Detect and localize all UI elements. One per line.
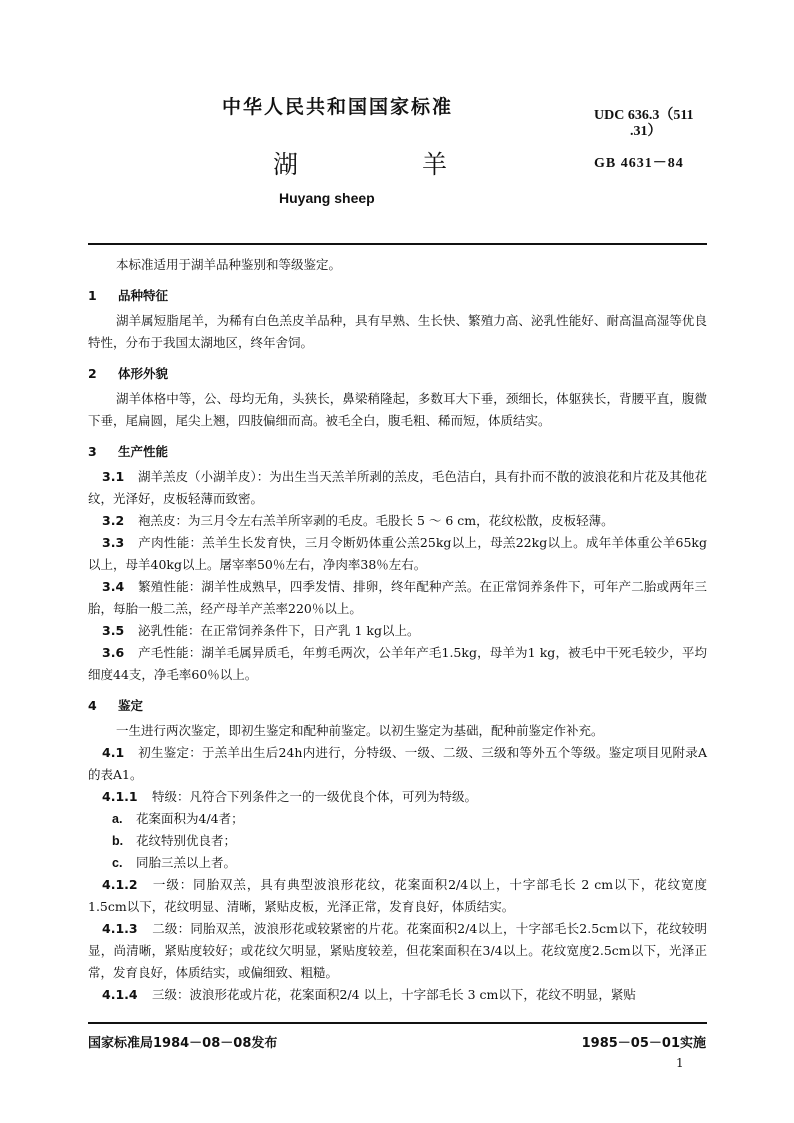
issue-date: 国家标准局1984－08－08发布 <box>88 1036 278 1051</box>
section-number: 2 <box>88 366 97 381</box>
clause-number: 3.5 <box>102 623 125 638</box>
section-heading-1 <box>88 285 707 307</box>
list-text: 花纹特别优良者； <box>136 833 237 848</box>
udc-code-line1: UDC 636.3（511 <box>594 108 694 123</box>
clause-4-1-4 <box>88 984 707 1006</box>
clause-number: 4.1.1 <box>102 789 138 804</box>
clause-3-5 <box>88 620 707 642</box>
clause-number: 3.2 <box>102 513 125 528</box>
clause-text: 泌乳性能：在正常饲养条件下，日产乳 1 kg以上。 <box>138 623 420 638</box>
udc-code <box>594 108 694 140</box>
clause-4-1-2 <box>88 874 707 918</box>
clause-text: 初生鉴定：于羔羊出生后24h内进行，分特级、一级、二级、三级和等外五个等级。鉴定项目见附录A的表A1。 <box>88 745 707 782</box>
clause-text: 二级：同胎双羔，波浪形花或较紧密的片花。花案面积2/4以上，十字部毛长2.5cm以下，花纹较明显，尚清晰，紧贴度较好；或花纹欠明显，紧贴度较差，但花案面积在3/4以上。花纹宽度2.5cm以下，光泽正常，发育良好，体质结实，或偏细致、粗糙。 <box>88 921 707 980</box>
clause-number: 4.1.3 <box>102 921 138 936</box>
english-title: Huyang sheep <box>279 190 375 206</box>
udc-code-line2: .31） <box>630 124 662 139</box>
gb-standard-code: GB 4631－84 <box>594 156 684 171</box>
clause-number: 4.1 <box>102 745 125 760</box>
clause-number: 3.4 <box>102 579 125 594</box>
document-body <box>88 254 707 1006</box>
issuing-organization: 中华人民共和国国家标准 <box>222 96 454 118</box>
list-marker: a. <box>112 812 123 826</box>
section-number: 3 <box>88 444 97 459</box>
page-number: 1 <box>676 1056 684 1070</box>
section-heading-3 <box>88 441 707 463</box>
section-2-paragraph: 湖羊体格中等，公、母均无角，头狭长，鼻梁稍隆起，多数耳大下垂，颈细长，体躯狭长，背腰平直，腹微下垂，尾扁圆，尾尖上翘，四肢偏细而高。被毛全白，腹毛粗、稀而短，体质结实。 <box>88 391 707 428</box>
list-text: 花案面积为4/4者； <box>136 811 244 826</box>
clause-number: 3.1 <box>102 469 125 484</box>
list-item-a <box>88 808 707 830</box>
section-4-paragraph: 一生进行两次鉴定，即初生鉴定和配种前鉴定。以初生鉴定为基础，配种前鉴定作补充。 <box>116 723 604 738</box>
clause-3-4 <box>88 576 707 620</box>
clause-text: 袍羔皮：为三月令左右羔羊所宰剥的毛皮。毛股长 5 ～ 6 cm，花纹松散，皮板轻薄。 <box>138 513 614 528</box>
clause-text: 产毛性能：湖羊毛属异质毛，年剪毛两次，公羊年产毛1.5kg，母羊为1 kg，被毛中干死毛较少，平均细度44支，净毛率60％以上。 <box>88 645 707 682</box>
clause-4-1 <box>88 742 707 786</box>
clause-text: 繁殖性能：湖羊性成熟早，四季发情、排卵，终年配种产羔。在正常饲养条件下，可年产二胎或两年三胎，每胎一般二羔，经产母羊产羔率220％以上。 <box>88 579 707 616</box>
footer-divider <box>88 1022 707 1024</box>
clause-text: 产肉性能：羔羊生长发育快，三月令断奶体重公羔25kg以上，母羔22kg以上。成年羊体重公羊65kg以上，母羊40kg以上。屠宰率50％左右，净肉率38％左右。 <box>88 535 707 572</box>
section-title: 品种特征 <box>118 288 169 303</box>
effective-date: 1985－05－01实施 <box>581 1036 706 1051</box>
clause-3-6 <box>88 642 707 686</box>
header-divider <box>88 243 707 245</box>
section-title: 生产性能 <box>118 444 169 459</box>
clause-3-3 <box>88 532 707 576</box>
clause-3-2 <box>88 510 707 532</box>
clause-text: 特级：凡符合下列条件之一的一级优良个体，可列为特级。 <box>152 789 478 804</box>
intro-paragraph: 本标准适用于湖羊品种鉴别和等级鉴定。 <box>116 257 342 272</box>
section-title: 鉴定 <box>118 698 144 713</box>
section-1-paragraph: 湖羊属短脂尾羊，为稀有白色羔皮羊品种，具有早熟、生长快、繁殖力高、泌乳性能好、耐高温高湿等优良特性，分布于我国太湖地区，终年舍饲。 <box>88 313 707 350</box>
list-item-b <box>88 830 707 852</box>
list-marker: b. <box>112 834 124 848</box>
list-marker: c. <box>112 856 123 870</box>
list-item-c <box>88 852 707 874</box>
clause-4-1-3 <box>88 918 707 984</box>
clause-number: 4.1.4 <box>102 987 138 1002</box>
clause-number: 3.6 <box>102 645 125 660</box>
clause-number: 4.1.2 <box>102 877 138 892</box>
clause-text: 三级：波浪形花或片花，花案面积2/4 以上，十字部毛长 3 cm以下，花纹不明显，紧贴 <box>152 987 636 1002</box>
section-number: 1 <box>88 288 97 303</box>
clause-number: 3.3 <box>102 535 125 550</box>
clause-3-1 <box>88 466 707 510</box>
clause-text: 湖羊羔皮（小湖羊皮）：为出生当天羔羊所剥的羔皮，毛色洁白，具有扑而不散的波浪花和片花及其他花纹，光泽好，皮板轻薄而致密。 <box>88 469 707 506</box>
list-text: 同胎三羔以上者。 <box>136 855 237 870</box>
section-heading-2 <box>88 363 707 385</box>
clause-4-1-1 <box>88 786 707 808</box>
section-heading-4 <box>88 695 707 717</box>
document-title: 湖 羊 <box>273 150 505 179</box>
clause-text: 一级：同胎双羔，具有典型波浪形花纹，花案面积2/4以上，十字部毛长 2 cm以下，花纹宽度1.5cm以下，花纹明显、清晰，紧贴皮板，光泽正常，发育良好，体质结实。 <box>88 877 707 914</box>
section-number: 4 <box>88 698 97 713</box>
section-title: 体形外貌 <box>118 366 169 381</box>
